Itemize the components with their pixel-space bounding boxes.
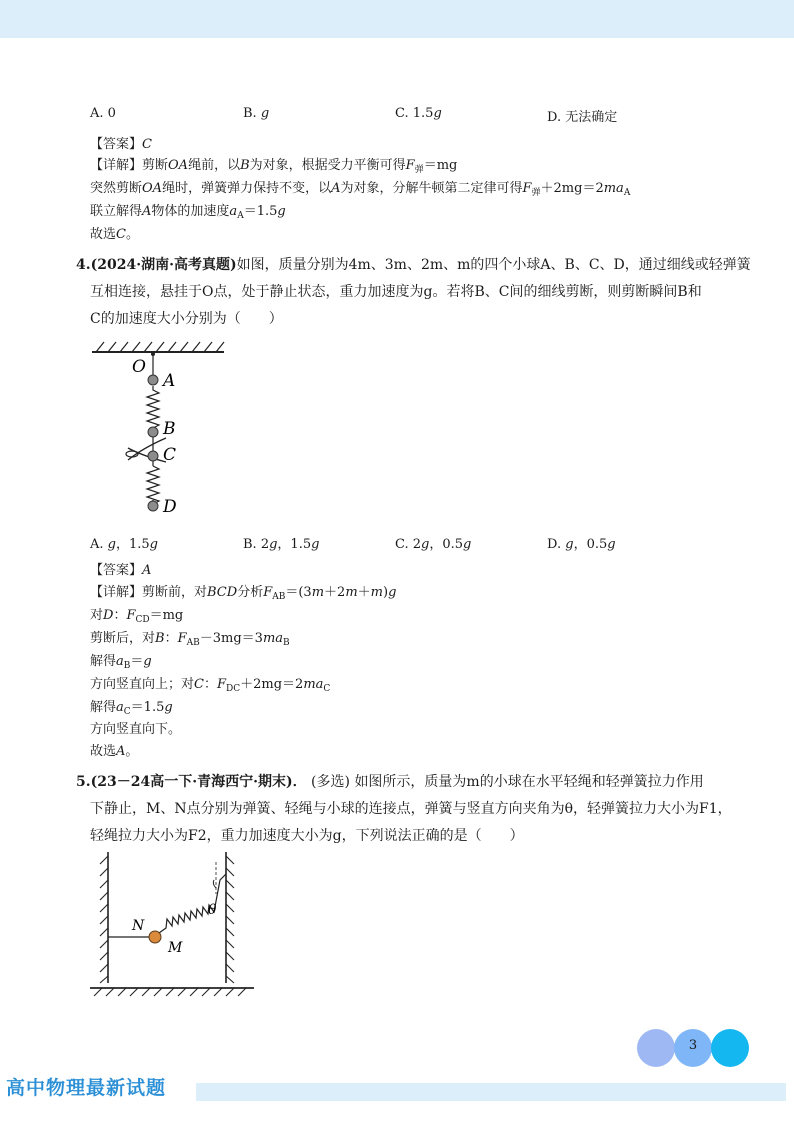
q3-detail-3: 联立解得A物体的加速度$a_A=1.5g$ [90, 204, 286, 221]
q4-label-b: B [163, 419, 176, 439]
q4-detail-6: 解得$a_C=1.5g$ [90, 700, 173, 717]
q5-label-m: M [168, 940, 183, 956]
q3-option-d: D. 无法确定 [547, 110, 618, 125]
q5-stem-line-2: 下静止，M、N点分别为弹簧、轻绳与小球的连接点，弹簧与竖直方向夹角为θ，轻弹簧拉力大小为F1， [90, 801, 732, 817]
page-number: 3 [688, 1038, 698, 1053]
q5-label-theta: θ [208, 902, 217, 918]
q4-detail-2: 对D：$F_{CD}=mg$ [90, 608, 184, 625]
q4-number: 4. [76, 257, 91, 273]
q4-answer: 【答案】A [90, 563, 152, 578]
q4-stem-line-1 [76, 256, 751, 274]
q4-label-a: A [163, 371, 176, 391]
q4-spring-figure [88, 338, 228, 518]
q3-detail-4: 故选C。 [90, 227, 139, 242]
q4-option-c: C. 2g，0.5g [395, 537, 472, 552]
q3-detail-2: 突然剪断OA绳时，弹簧弹力保持不变，以A为对象，分解牛顿第二定律可得$F_弹+2mg=2ma_A$ [90, 181, 631, 198]
q4-label-d: D [163, 497, 177, 517]
q4-option-d: D. g，0.5g [547, 537, 616, 552]
q4-detail-8: 故选A。 [90, 744, 139, 759]
q4-stem-text-1: 如图，质量分别为4m、3m、2m、m的四个小球A、B、C、D，通过细线或轻弹簧 [236, 257, 751, 273]
footer-band [196, 1083, 786, 1101]
q4-detail-4: 解得$a_B=g$ [90, 654, 152, 671]
q4-detail-3: 剪断后，对B：$F_{AB}-3mg=3ma_B$ [90, 631, 290, 648]
q4-option-b: B. 2g，1.5g [243, 537, 320, 552]
q5-stem-line-3: 轻绳拉力大小为F2，重力加速度大小为g，下列说法正确的是（ ） [90, 828, 524, 844]
q5-tag: (多选) [311, 774, 350, 790]
q4-detail-7: 方向竖直向下。 [90, 722, 182, 737]
q5-stem-text-1: 如图所示，质量为m的小球在水平轻绳和轻弹簧拉力作用 [354, 774, 704, 790]
q5-number: 5. [76, 774, 91, 790]
q4-stem-line-2: 互相连接，悬挂于O点，处于静止状态，重力加速度为g。若将B、C间的细线剪断，则剪断瞬间B和 [90, 284, 702, 300]
q5-stem-line-1 [76, 773, 704, 791]
q3-answer: 【答案】C [90, 137, 152, 152]
q5-label-n: N [132, 918, 145, 934]
q3-option-a: A. 0 [90, 106, 116, 121]
q5-spring-figure [88, 850, 260, 1002]
q4-option-a: A. g，1.5g [90, 537, 158, 552]
q4-label-o: O [132, 357, 146, 377]
page-circle-left [637, 1029, 675, 1067]
q3-detail-1: 【详解】剪断OA绳前，以B为对象，根据受力平衡可得$F_弹=mg$ [90, 158, 458, 175]
q3-option-c: C. 1.5g [395, 106, 442, 121]
q5-source: (23－24高一下·青海西宁·期末)． [90, 774, 307, 790]
q4-stem-line-3: C的加速度大小分别为（ ） [90, 311, 283, 327]
q4-source: (2024·湖南·高考真题) [90, 257, 237, 273]
q3-option-b: B. g [243, 106, 270, 121]
page-circle-right [711, 1029, 749, 1067]
footer-banner-text: 高中物理最新试题 [6, 1077, 167, 1099]
q4-label-c: C [163, 445, 177, 465]
header-band [0, 0, 794, 38]
q4-detail-5: 方向竖直向上；对C：$F_{DC}+2mg=2ma_C$ [90, 677, 331, 694]
q4-detail-1: 【详解】剪断前，对BCD分析$F_{AB}=(3m+2m+m)g$ [90, 585, 397, 602]
